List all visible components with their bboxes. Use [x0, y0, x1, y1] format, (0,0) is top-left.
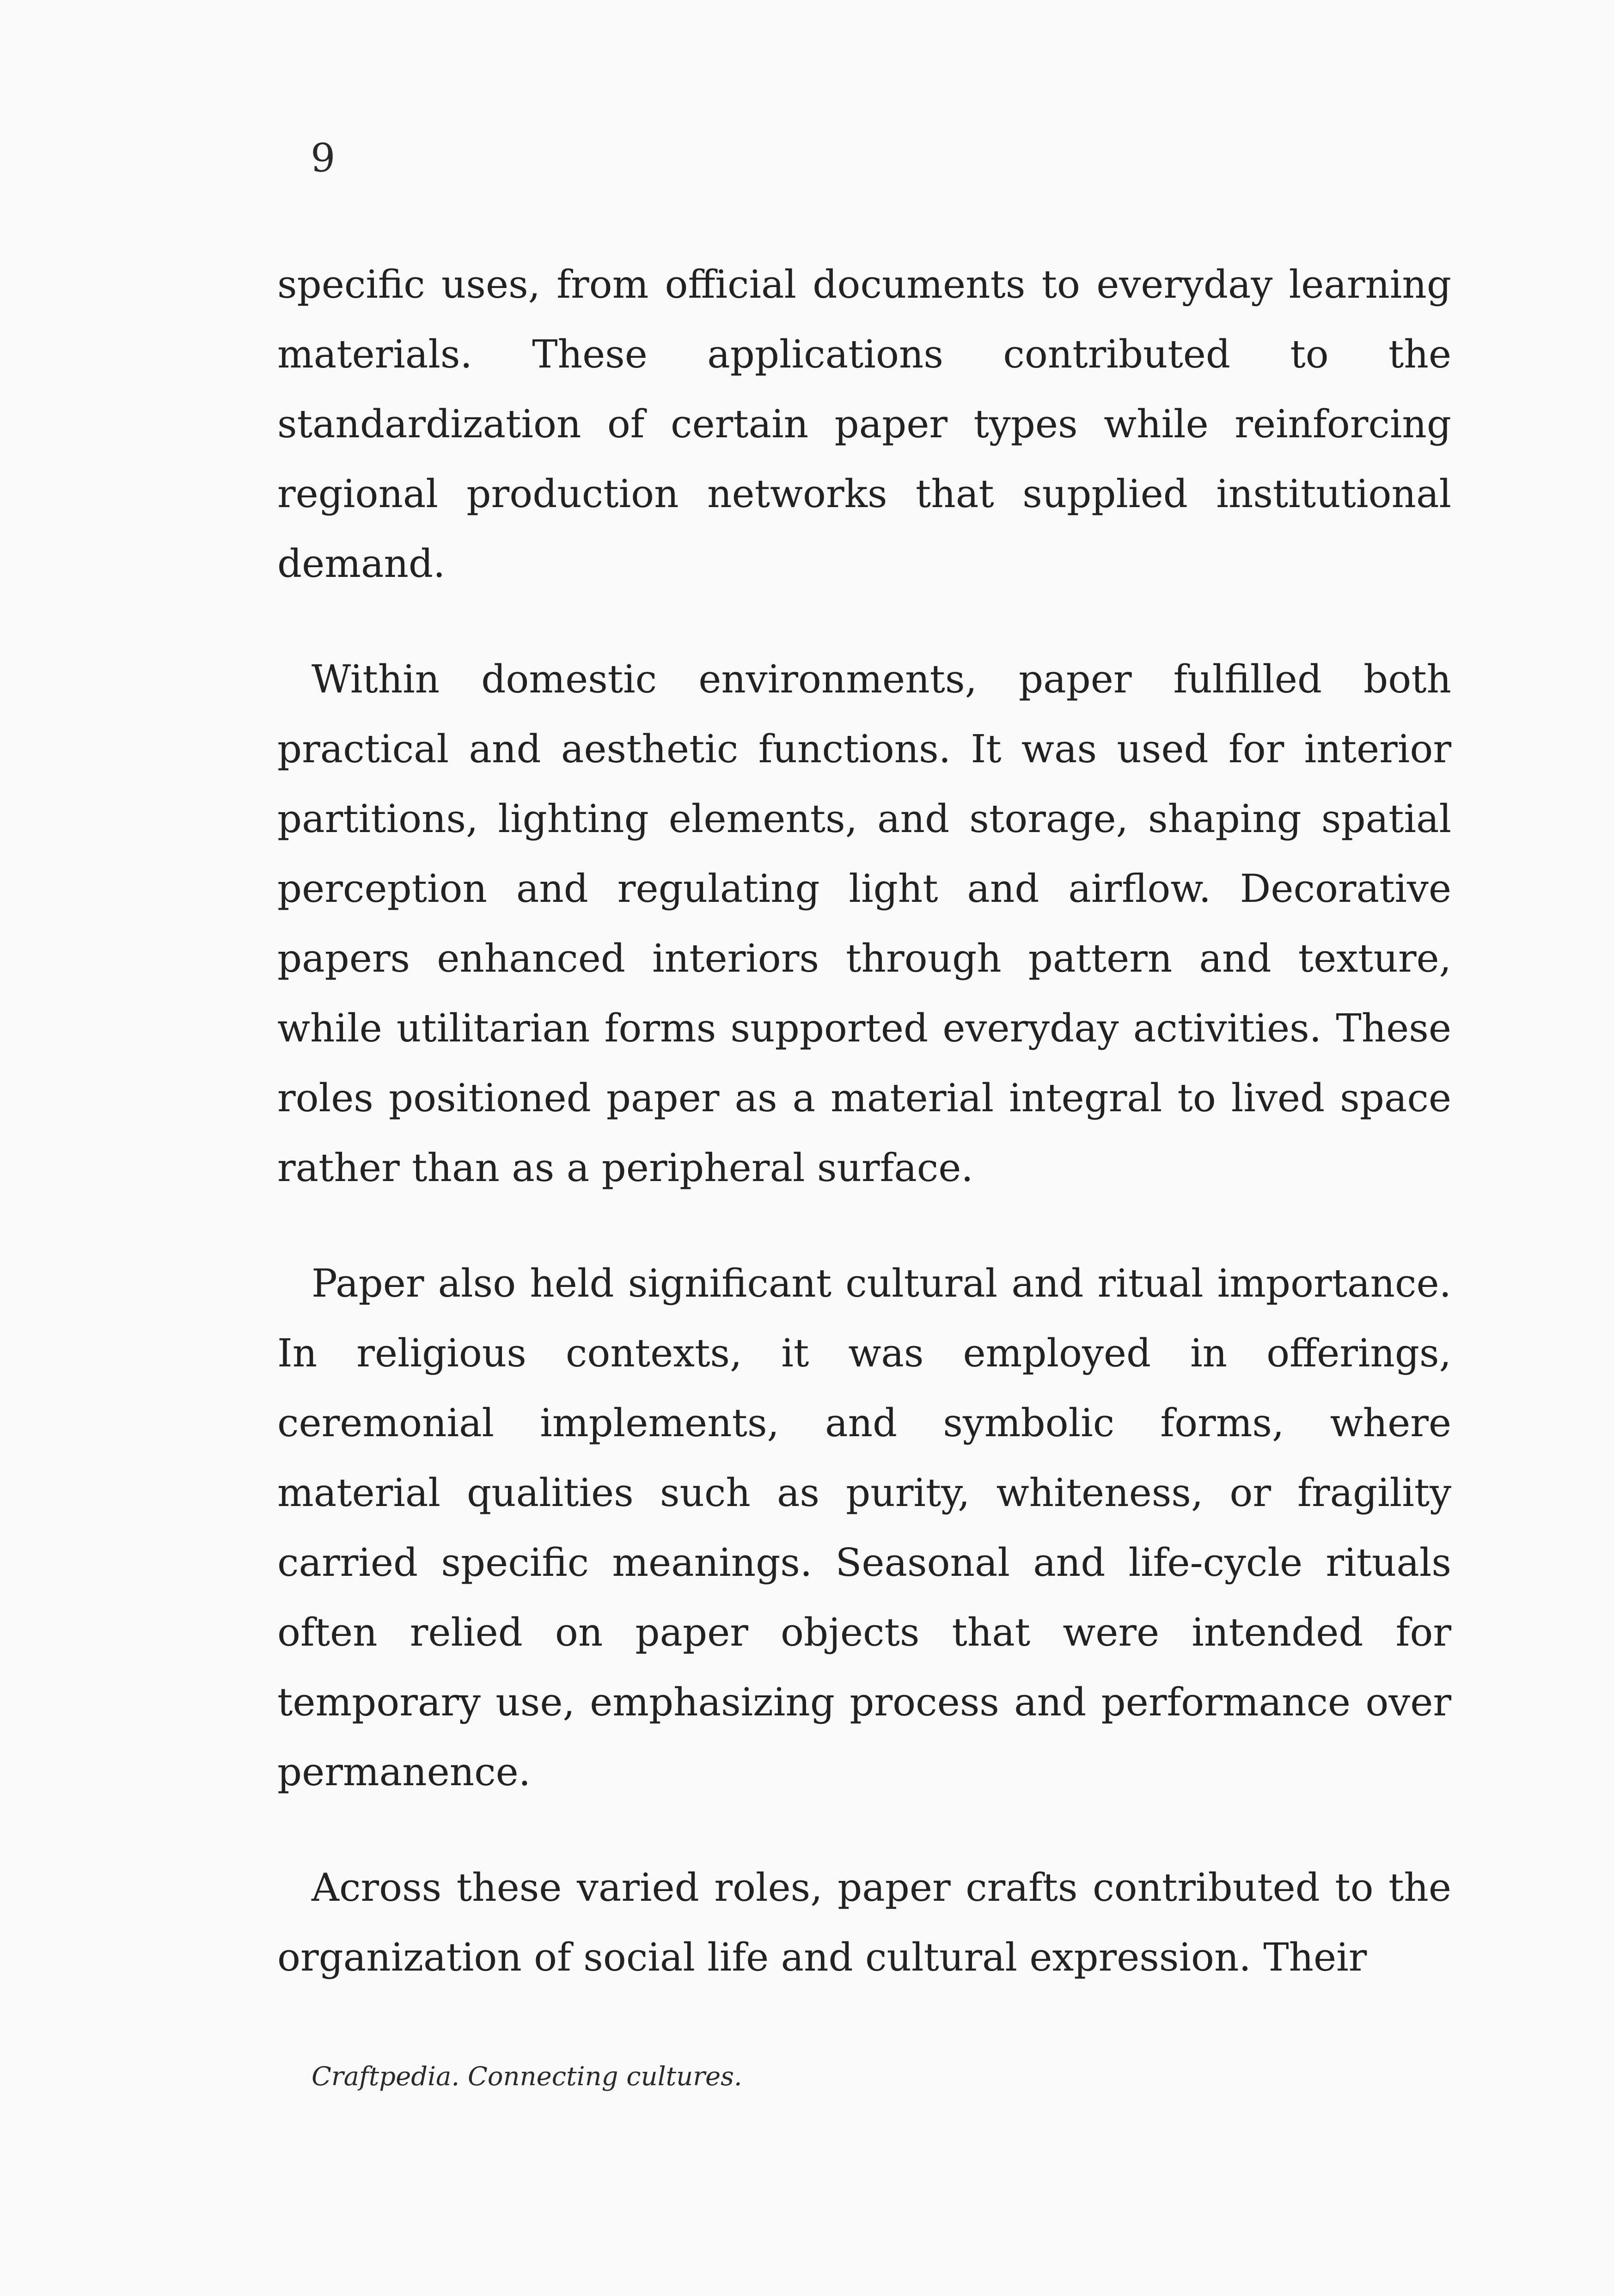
paragraph-social: Across these varied roles, paper crafts contributed to the organization of social life and cultural expression. Their [277, 1865, 1451, 1980]
paragraph-ritual: Paper also held significant cultural and ritual importance. In religious contexts, it was employed in offerings, ceremonial implements, and symbolic forms, where material qualities such as purity, whiteness, or fragility carried specific meanings. Seasonal and life-cycle rituals often relied on paper objects that were intended for temporary use, emphasizing process and performance over permanence. [277, 1261, 1451, 1794]
body-text [277, 250, 1451, 1992]
page-number: 9 [311, 135, 336, 181]
paragraph-continuation: specific uses, from official documents to everyday learning materials. These applications contributed to the standardization of certain paper types while reinforcing regional production networks that supplied institutional demand. [277, 262, 1451, 586]
footer-tagline: Craftpedia. Connecting cultures. [312, 2062, 742, 2092]
paragraph-domestic: Within domestic environments, paper fulfilled both practical and aesthetic functions. It was used for interior partitions, lighting elements, and storage, shaping spatial perception and regulating light and airflow. Decorative papers enhanced interiors through pattern and texture, while utilitarian forms supported everyday activities. These roles positioned paper as a material integral to lived space rather than as a peripheral surface. [277, 657, 1451, 1190]
